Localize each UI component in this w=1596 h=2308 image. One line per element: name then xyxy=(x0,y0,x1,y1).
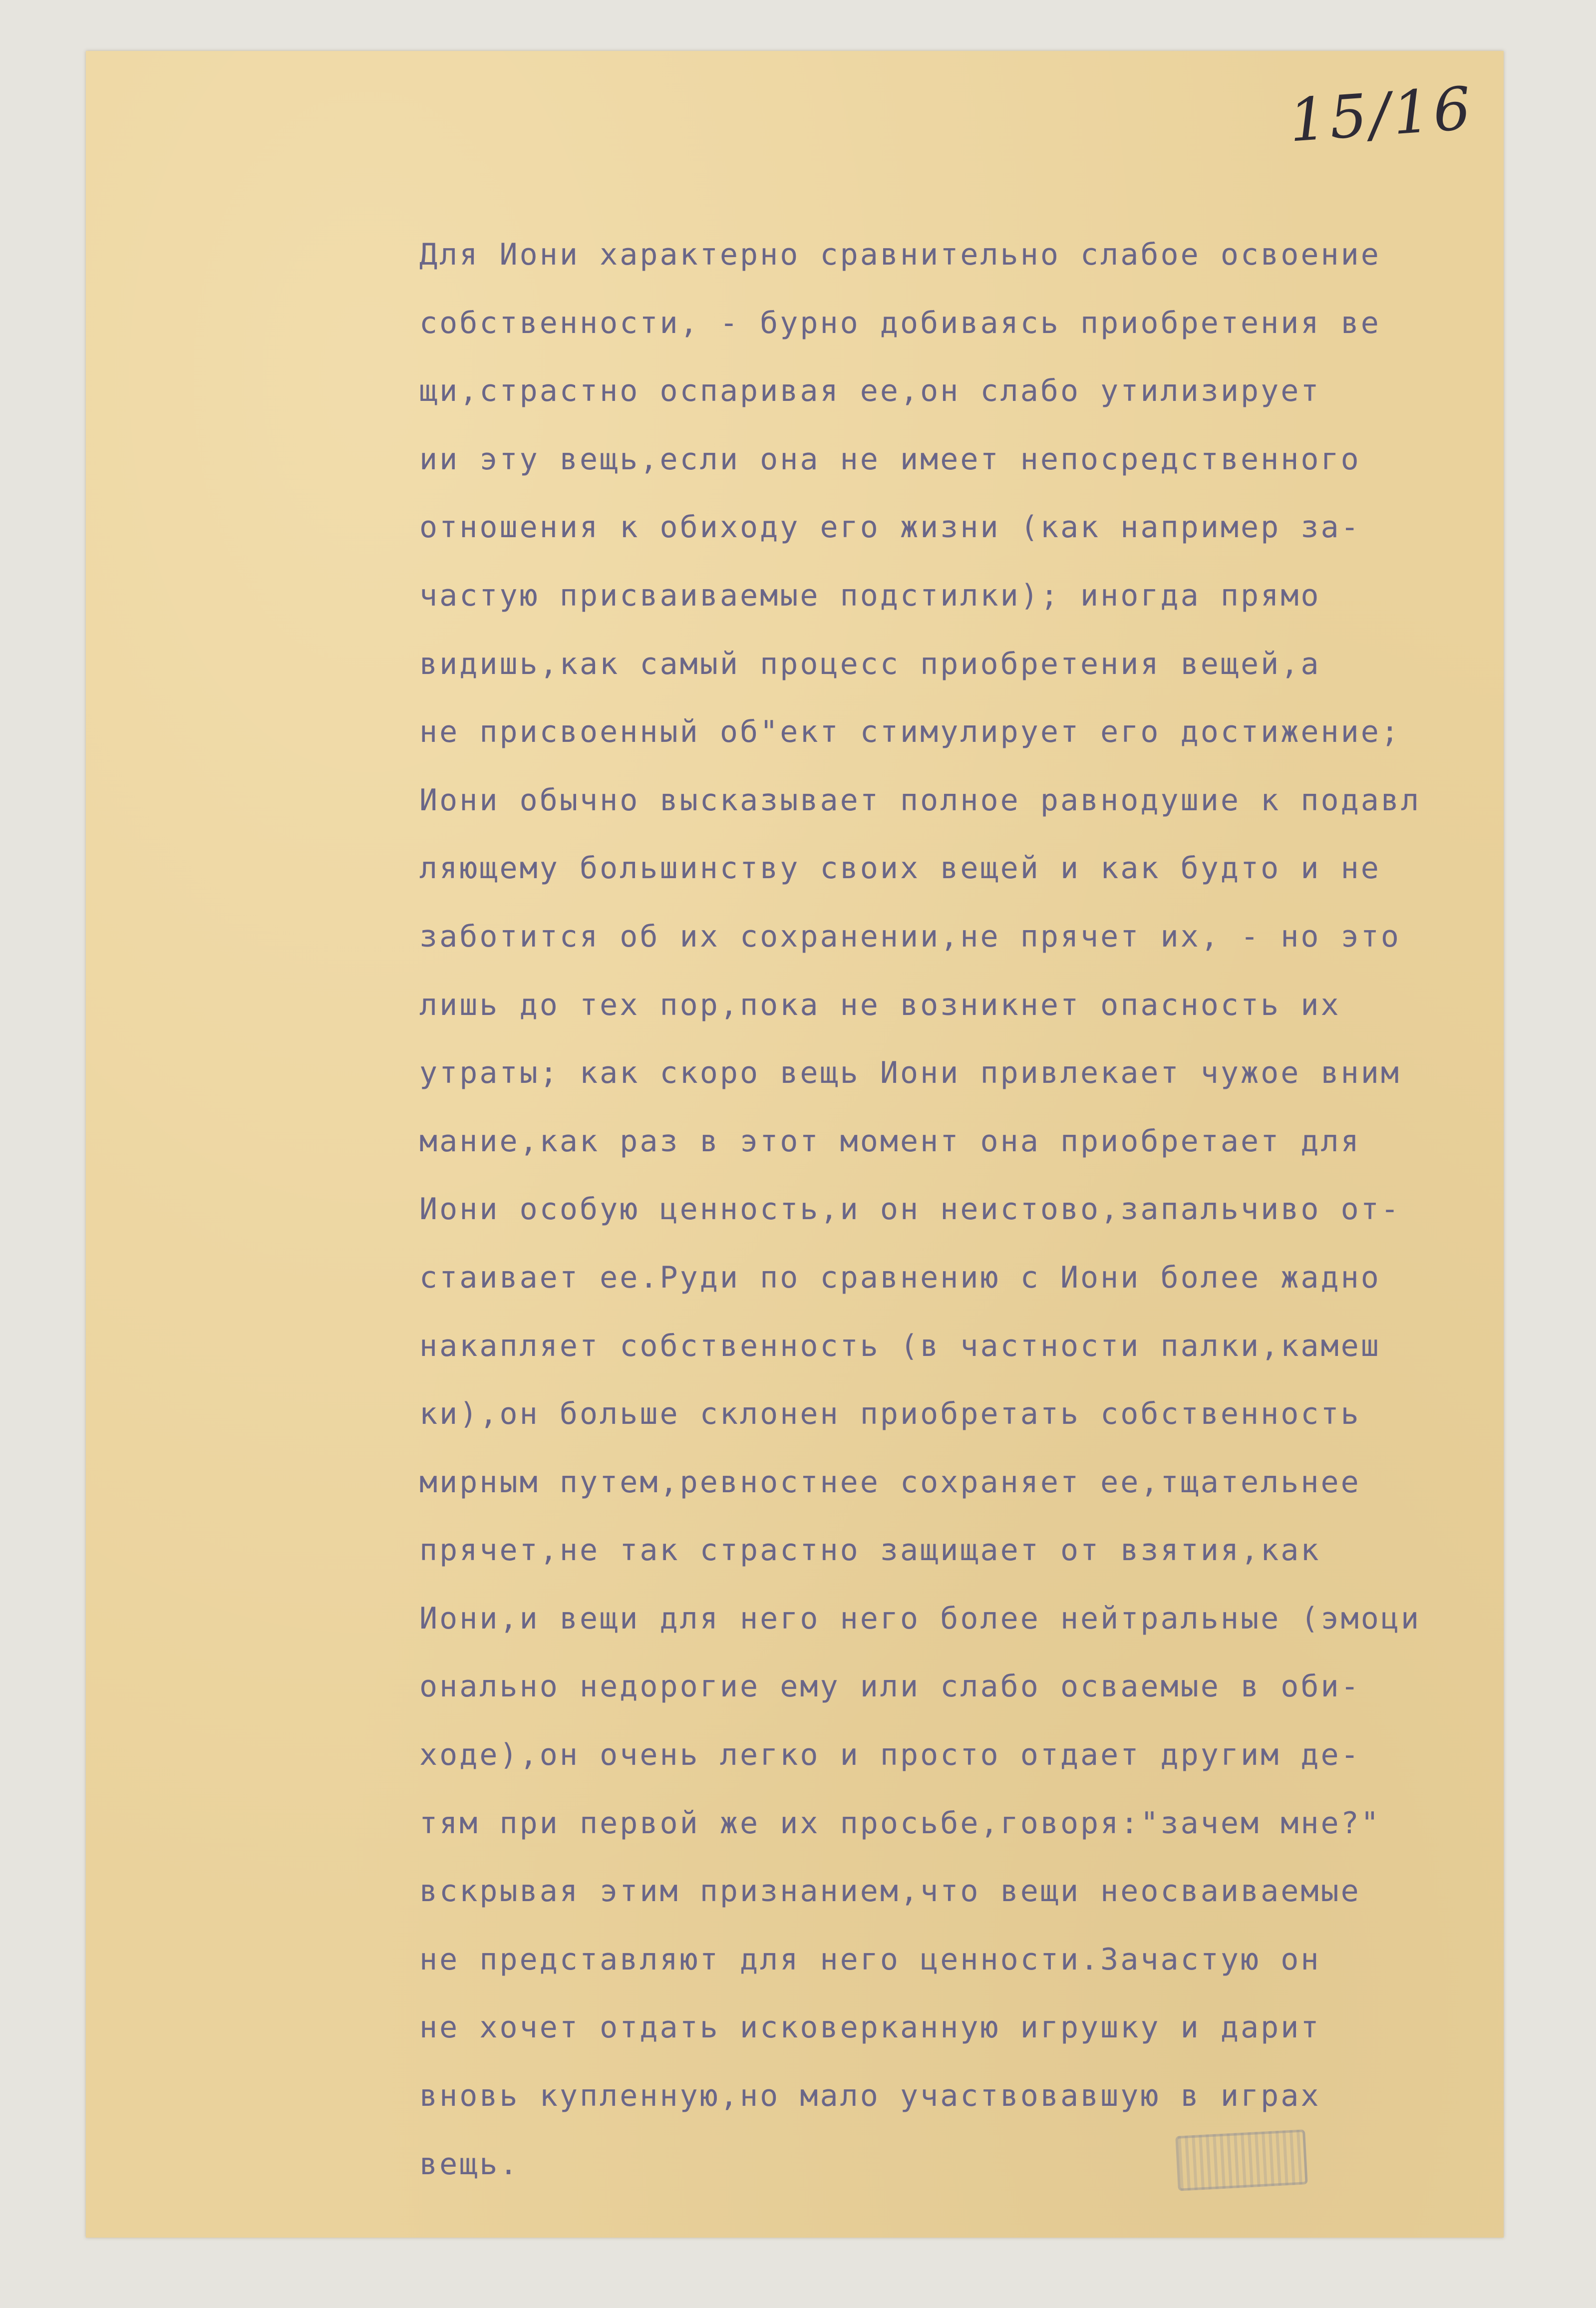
text-line: вновь купленную,но мало участвовавшую в играх xyxy=(419,2078,1321,2114)
text-line: накапляет собственность (в частности палки,камеш xyxy=(419,1328,1381,1363)
text-line: онально недорогие ему или слабо осваемые в оби- xyxy=(419,1669,1361,1704)
text-line: частую присваиваемые подстилки); иногда прямо xyxy=(419,578,1321,613)
text-line: видишь,как самый процесс приобретения вещей,а xyxy=(419,646,1321,681)
text-line: ки),он больше склонен приобретать собственность xyxy=(419,1396,1361,1432)
text-line: заботится об их сохранении,не прячет их, - но это xyxy=(419,919,1401,954)
text-line: отношения к обиходу его жизни (как например за- xyxy=(419,510,1361,545)
text-line: стаивает ее.Руди по сравнению с Иони более жадно xyxy=(419,1260,1381,1295)
text-line: мание,как раз в этот момент она приобретает для xyxy=(419,1123,1361,1159)
typed-text-block xyxy=(419,221,1568,2198)
document-page xyxy=(86,51,1504,2238)
text-line: не присвоенный об"ект стимулирует его достижение; xyxy=(419,714,1401,750)
text-line: лишь до тех пор,пока не возникнет опасность их xyxy=(419,987,1341,1022)
text-line: Иони обычно высказывает полное равнодушие к подавл xyxy=(419,782,1421,818)
text-line: Иони,и вещи для него него более нейтральные (эмоци xyxy=(419,1601,1421,1636)
text-line: не представляют для него ценности.Зачастую он xyxy=(419,1942,1321,1977)
text-line: ии эту вещь,если она не имеет непосредственного xyxy=(419,441,1361,477)
text-line: собственности, - бурно добиваясь приобретения ве xyxy=(419,305,1381,340)
text-line: вещь. xyxy=(419,2146,520,2182)
text-line: ходе),он очень легко и просто отдает другим де- xyxy=(419,1737,1361,1773)
text-line: утраты; как скоро вещь Иони привлекает чужое вним xyxy=(419,1055,1401,1091)
archive-stamp xyxy=(1175,2129,1307,2191)
text-line: вскрывая этим признанием,что вещи неосваиваемые xyxy=(419,1874,1361,1909)
text-line: Иони особую ценность,и он неистово,запальчиво от- xyxy=(419,1192,1401,1227)
text-line: тям при первой же их просьбе,говоря:"зачем мне?" xyxy=(419,1805,1381,1841)
text-line: щи,страстно оспаривая ее,он слабо утилизирует xyxy=(419,373,1321,409)
text-line: ляющему большинству своих вещей и как будто и не xyxy=(419,851,1381,886)
text-line: мирным путем,ревностнее сохраняет ее,тщательнее xyxy=(419,1464,1361,1500)
text-line: прячет,не так страстно защищает от взятия,как xyxy=(419,1533,1321,1568)
folio-number: 15/16 xyxy=(1286,73,1476,155)
text-line: Для Иони характерно сравнительно слабое освоение xyxy=(419,237,1381,272)
text-line: не хочет отдать исковерканную игрушку и дарит xyxy=(419,2010,1321,2045)
